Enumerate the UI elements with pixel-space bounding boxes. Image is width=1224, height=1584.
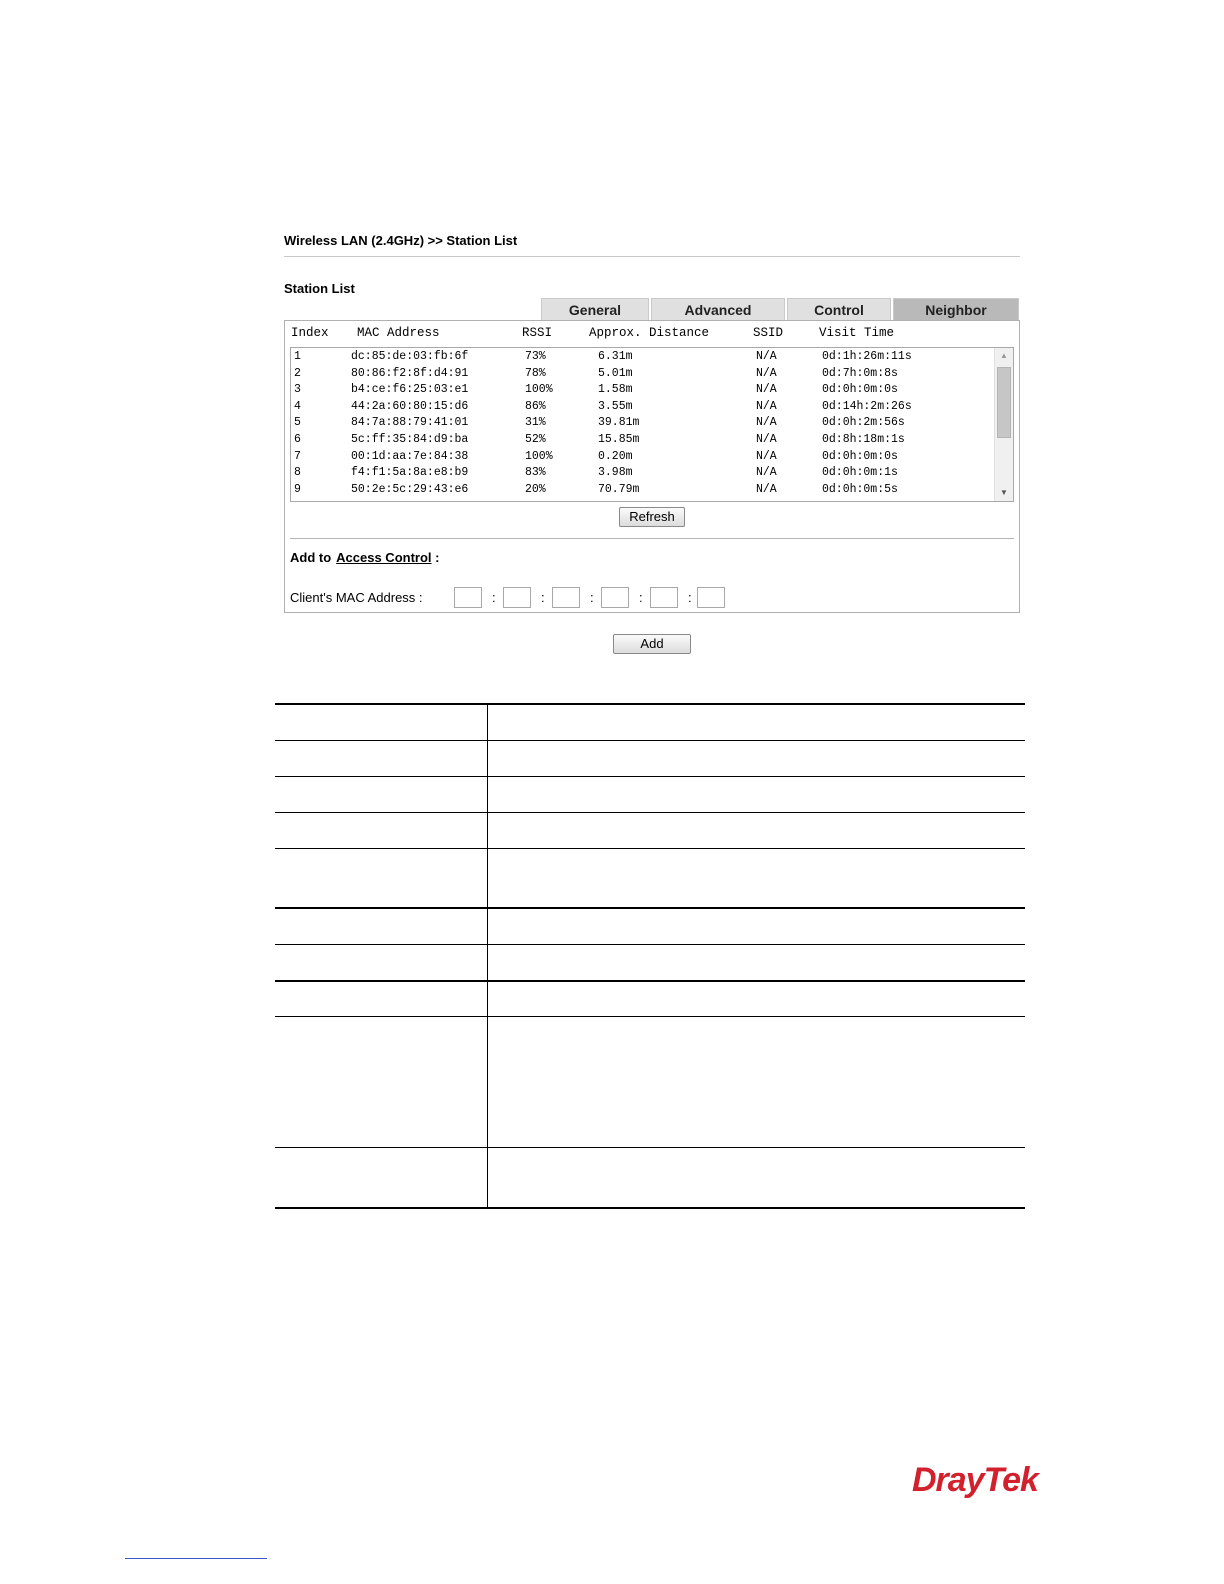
table-top-border (275, 703, 1025, 705)
add-button[interactable]: Add (613, 634, 691, 654)
station-distance: 70.79m (598, 482, 640, 496)
mac-octet-1-input[interactable] (454, 587, 482, 608)
station-index: 8 (294, 466, 301, 480)
station-visit-time: 0d:14h:2m:26s (822, 399, 912, 413)
station-ssid: N/A (756, 482, 777, 496)
station-distance: 0.20m (598, 449, 633, 463)
station-mac: 00:1d:aa:7e:84:38 (351, 449, 469, 463)
station-index: 4 (294, 399, 301, 413)
client-mac-label: Client's MAC Address : (290, 590, 423, 605)
scroll-down-arrow-icon[interactable]: ▼ (1000, 488, 1008, 497)
station-index: 7 (294, 449, 301, 463)
station-distance: 39.81m (598, 416, 640, 430)
station-visit-time: 0d:0h:0m:0s (822, 383, 898, 397)
scroll-up-arrow-icon[interactable]: ▲ (1000, 351, 1008, 360)
panel-divider (290, 538, 1014, 539)
station-index: 3 (294, 383, 301, 397)
station-visit-time: 0d:0h:0m:0s (822, 449, 898, 463)
station-ssid: N/A (756, 366, 777, 380)
station-distance: 3.98m (598, 466, 633, 480)
tab-control[interactable]: Control (787, 298, 891, 320)
station-mac: f4:f1:5a:8a:e8:b9 (351, 466, 469, 480)
column-header-mac: MAC Address (357, 326, 440, 340)
station-ssid: N/A (756, 383, 777, 397)
station-visit-time: 0d:0h:2m:56s (822, 416, 905, 430)
station-rssi: 100% (525, 383, 553, 397)
access-control-link[interactable]: Access Control (336, 550, 432, 565)
table-row[interactable] (291, 432, 991, 448)
table-row[interactable] (291, 465, 991, 481)
table-row-divider (275, 848, 1025, 849)
mac-separator: : (590, 590, 594, 605)
station-distance: 15.85m (598, 433, 640, 446)
station-rssi: 86% (525, 399, 546, 413)
station-mac: 84:7a:88:79:41:01 (351, 416, 469, 430)
table-row[interactable] (291, 482, 991, 498)
tab-neighbor[interactable]: Neighbor (893, 298, 1019, 320)
table-row-divider (275, 776, 1025, 777)
section-title: Station List (284, 281, 355, 296)
mac-separator: : (541, 590, 545, 605)
table-row-divider (275, 1016, 1025, 1017)
tab-general[interactable]: General (541, 298, 649, 320)
table-row-divider (275, 1147, 1025, 1148)
station-index: 5 (294, 416, 301, 430)
station-ssid: N/A (756, 449, 777, 463)
add-to-access-control (290, 550, 440, 565)
mac-separator: : (688, 590, 692, 605)
station-ssid: N/A (756, 399, 777, 413)
mac-octet-4-input[interactable] (601, 587, 629, 608)
table-bottom-border (275, 1207, 1025, 1209)
mac-octet-6-input[interactable] (697, 587, 725, 608)
table-row-divider (275, 980, 1025, 982)
mac-octet-2-input[interactable] (503, 587, 531, 608)
station-visit-time: 0d:0h:0m:5s (822, 482, 898, 496)
table-row[interactable] (291, 449, 991, 465)
title-divider (284, 256, 1020, 257)
column-header-rssi: RSSI (522, 326, 553, 340)
station-index: 1 (294, 350, 301, 363)
station-distance: 3.55m (598, 399, 633, 413)
add-to-colon: : (435, 550, 440, 565)
table-row[interactable] (291, 366, 991, 382)
mac-separator: : (639, 590, 643, 605)
column-header-ssid: SSID (753, 326, 784, 340)
table-row[interactable] (291, 415, 991, 431)
station-ssid: N/A (756, 466, 777, 480)
table-row[interactable] (291, 382, 991, 398)
station-mac: 5c:ff:35:84:d9:ba (351, 433, 469, 446)
scroll-thumb[interactable] (997, 367, 1011, 438)
refresh-button[interactable]: Refresh (619, 507, 685, 527)
station-mac: 80:86:f2:8f:d4:91 (351, 366, 469, 380)
station-listbox[interactable] (290, 347, 1014, 502)
mac-octet-5-input[interactable] (650, 587, 678, 608)
table-row-divider (275, 944, 1025, 945)
add-to-label: Add to (290, 550, 332, 565)
listbox-scrollbar[interactable] (994, 348, 1013, 501)
station-ssid: N/A (756, 416, 777, 430)
breadcrumb: Wireless LAN (2.4GHz) >> Station List (284, 233, 518, 248)
table-row[interactable] (291, 349, 991, 365)
station-index: 2 (294, 366, 301, 380)
station-rssi: 73% (525, 350, 546, 363)
station-rssi: 52% (525, 433, 546, 446)
station-mac: 50:2e:5c:29:43:e6 (351, 482, 469, 496)
footer-link-underline[interactable] (125, 1558, 267, 1559)
station-mac: b4:ce:f6:25:03:e1 (351, 383, 469, 397)
column-header-index: Index (291, 326, 329, 340)
station-mac: 44:2a:60:80:15:d6 (351, 399, 469, 413)
station-visit-time: 0d:8h:18m:1s (822, 433, 905, 446)
station-index: 6 (294, 433, 301, 446)
station-ssid: N/A (756, 350, 777, 363)
station-rssi: 31% (525, 416, 546, 430)
station-visit-time: 0d:1h:26m:11s (822, 350, 912, 363)
station-visit-time: 0d:7h:0m:8s (822, 366, 898, 380)
station-index: 9 (294, 482, 301, 496)
table-row[interactable] (291, 399, 991, 415)
table-row-divider (275, 740, 1025, 741)
station-ssid: N/A (756, 433, 777, 446)
station-distance: 5.01m (598, 366, 633, 380)
table-column-divider (487, 704, 488, 1209)
table-row-divider (275, 907, 1025, 909)
station-rssi: 78% (525, 366, 546, 380)
station-rssi: 83% (525, 466, 546, 480)
table-row-divider (275, 812, 1025, 813)
column-header-visit-time: Visit Time (819, 326, 895, 340)
column-header-distance: Approx. Distance (589, 326, 710, 340)
tab-bar (541, 298, 1019, 320)
station-distance: 1.58m (598, 383, 633, 397)
draytek-logo: DrayTek (912, 1461, 1038, 1499)
mac-octet-3-input[interactable] (552, 587, 580, 608)
station-rssi: 100% (525, 449, 553, 463)
station-rssi: 20% (525, 482, 546, 496)
station-visit-time: 0d:0h:0m:1s (822, 466, 898, 480)
mac-separator: : (492, 590, 496, 605)
station-mac: dc:85:de:03:fb:6f (351, 350, 469, 363)
tab-advanced[interactable]: Advanced (651, 298, 785, 320)
station-distance: 6.31m (598, 350, 633, 363)
